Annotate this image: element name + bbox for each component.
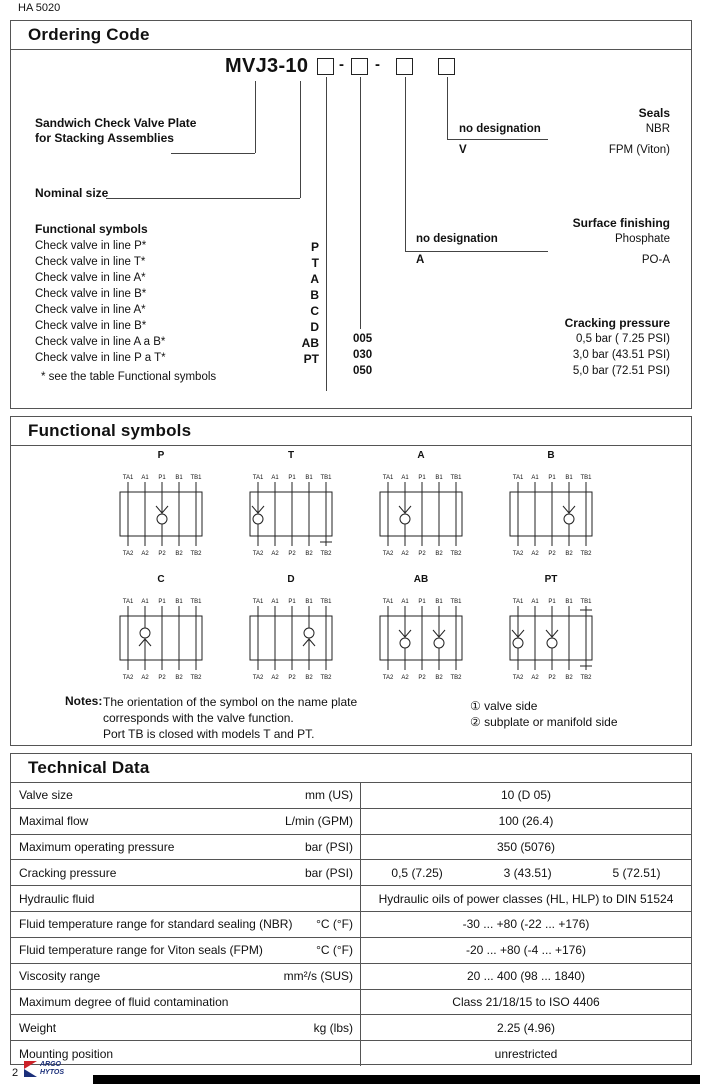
argo-hytos-logo-text [40,1061,64,1077]
functional-symbol-b [486,450,616,560]
svg-text:A1: A1 [271,599,279,605]
functional-symbol-row [35,272,319,288]
table-row [11,859,691,885]
cracking-pressure-title: Cracking pressure [564,316,670,330]
table-row [11,1014,691,1040]
option-code: A [416,254,425,266]
functional-symbol-d [226,574,356,684]
row-code: B [310,288,319,302]
table-row [11,783,691,808]
svg-text:B1: B1 [565,475,573,481]
svg-text:TB2: TB2 [320,551,332,557]
parameter-label: Cracking pressure [19,865,117,880]
row-label: Check valve in line P* [35,240,147,252]
functional-symbols-title: Functional symbols [11,417,691,446]
note-line: Port TB is closed with models T and PT. [103,727,315,741]
svg-text:A2: A2 [401,551,409,557]
svg-text:B2: B2 [565,675,573,681]
seals-option-row [459,123,670,136]
svg-text:B1: B1 [435,599,443,605]
row-code: AB [301,336,319,350]
surface-finishing-block [416,217,670,267]
table-row [11,937,691,963]
cracking-option-row [353,365,670,378]
svg-text:P1: P1 [548,475,556,481]
svg-text:P1: P1 [548,599,556,605]
svg-text:P1: P1 [418,475,426,481]
svg-text:TB1: TB1 [580,599,592,605]
parameter-value: Class 21/18/15 to ISO 4406 [360,990,691,1015]
ordering-code-title: Ordering Code [11,21,691,50]
svg-text:TB1: TB1 [190,599,202,605]
svg-text:B1: B1 [175,475,183,481]
svg-text:B2: B2 [435,675,443,681]
functional-symbol-row [35,256,319,272]
functional-symbol-p [96,450,226,560]
svg-text:TB2: TB2 [320,675,332,681]
valve-symbol-drawing [504,586,598,684]
svg-text:A2: A2 [531,675,539,681]
code-box-2 [351,58,368,75]
svg-text:TA2: TA2 [382,551,394,557]
parameter-value: unrestricted [360,1041,691,1066]
notes-text [103,694,357,742]
svg-text:A1: A1 [141,599,149,605]
option-value: 3,0 bar (43.51 PSI) [572,349,670,361]
functional-symbol-c [96,574,226,684]
note-line: corresponds with the valve function. [103,711,294,725]
valve-symbol-drawing [244,586,338,684]
svg-text:TB1: TB1 [450,475,462,481]
parameter-unit: °C (°F) [316,943,353,958]
row-code: PT [303,352,319,366]
parameter-label: Viscosity range [19,969,101,984]
svg-text:TA1: TA1 [512,475,524,481]
svg-text:A2: A2 [271,551,279,557]
functional-symbol-pt [486,574,616,684]
parameter-value: 2.25 (4.96) [360,1015,691,1040]
document-code: HA 5020 [18,2,61,14]
svg-text:A1: A1 [141,475,149,481]
functional-symbols-section [10,416,692,746]
svg-text:TA1: TA1 [512,599,524,605]
functional-symbols-list [35,240,319,368]
table-row [11,834,691,860]
parameter-value [360,860,691,885]
svg-text:A1: A1 [401,475,409,481]
svg-text:P1: P1 [288,599,296,605]
svg-text:B1: B1 [305,599,313,605]
row-label: Check valve in line B* [35,288,147,300]
svg-text:A2: A2 [141,675,149,681]
row-label: Check valve in line B* [35,320,147,332]
svg-text:TA1: TA1 [382,475,394,481]
valve-symbol-drawing [374,586,468,684]
connector-line [360,77,361,329]
svg-text:TB1: TB1 [450,599,462,605]
functional-symbol-ab [356,574,486,684]
svg-text:P1: P1 [158,599,166,605]
dash-separator: - [375,56,380,73]
logo-text-line2: HYTOS [40,1069,64,1076]
symbol-name: PT [544,574,558,585]
table-row [11,963,691,989]
table-row [11,885,691,911]
svg-text:P2: P2 [158,675,166,681]
option-value: PO-A [641,254,670,266]
ordering-code-section [10,20,692,409]
svg-text:TA2: TA2 [122,675,134,681]
symbol-name: B [547,450,555,461]
technical-data-title: Technical Data [11,754,691,783]
symbol-name: A [417,450,425,461]
argo-hytos-logo-mark [24,1061,37,1077]
parameter-label: Mounting position [19,1046,114,1061]
connector-line [326,77,327,391]
cracking-option-row [353,333,670,346]
parameter-value: -20 ... +80 (-4 ... +176) [360,938,691,963]
row-code: P [310,240,319,254]
option-value: 0,5 bar ( 7.25 PSI) [576,333,670,345]
option-code: V [459,144,467,156]
svg-text:TA2: TA2 [252,551,264,557]
parameter-unit: L/min (GPM) [284,814,353,829]
cracking-pressure-block [353,317,670,378]
parameter-unit: mm²/s (SUS) [283,969,353,984]
surface-option-row [416,233,670,246]
option-code: 050 [353,365,373,377]
row-label: Check valve in line A* [35,272,146,284]
notes-label: Notes: [65,694,103,708]
svg-text:A2: A2 [271,675,279,681]
svg-text:TB2: TB2 [190,675,202,681]
svg-text:TB2: TB2 [190,551,202,557]
surface-finishing-title: Surface finishing [572,216,670,230]
valve-symbol-drawing [244,462,338,560]
row-label: Check valve in line P a T* [35,352,166,364]
svg-text:TA1: TA1 [122,599,134,605]
svg-text:TA2: TA2 [512,675,524,681]
page-number: 2 [12,1067,19,1079]
symbol-name: P [157,450,165,461]
row-code: T [311,256,319,270]
code-box-4 [438,58,455,75]
svg-text:TA2: TA2 [512,551,524,557]
legend-subplate-side: ② subplate or manifold side [470,715,618,729]
svg-text:TA2: TA2 [252,675,264,681]
seals-title: Seals [638,106,670,120]
svg-text:TB1: TB1 [190,475,202,481]
logo-triangle-blue-icon [24,1069,37,1077]
dash-separator: - [339,56,344,73]
valve-symbol-drawing [114,462,208,560]
parameter-label: Hydraulic fluid [19,891,95,906]
option-value: FPM (Viton) [608,144,670,156]
parameter-subvalue: 5 (72.51) [612,865,661,880]
table-row [11,989,691,1015]
svg-text:TA1: TA1 [252,475,264,481]
svg-text:B2: B2 [435,551,443,557]
option-value: 5,0 bar (72.51 PSI) [572,365,670,377]
svg-text:TB1: TB1 [320,599,332,605]
functional-symbols-label: Functional symbols [35,222,148,236]
parameter-label: Maximum degree of fluid contamination [19,994,229,1009]
option-code: no designation [416,233,498,245]
svg-text:P2: P2 [418,675,426,681]
footnote: * see the table Functional symbols [41,371,217,383]
cracking-option-row [353,349,670,362]
functional-symbols-content [11,446,691,747]
technical-data-section [10,753,692,1065]
table-row [11,911,691,937]
option-code: no designation [459,123,541,135]
table-row [11,1040,691,1066]
parameter-unit: mm (US) [305,788,353,803]
connector-line [300,81,301,198]
svg-text:B2: B2 [305,675,313,681]
functional-symbol-row [35,304,319,320]
option-value: Phosphate [615,233,670,245]
product-name [35,116,196,146]
row-code: A [310,272,319,286]
svg-text:TA2: TA2 [122,551,134,557]
svg-text:A1: A1 [271,475,279,481]
svg-text:A1: A1 [401,599,409,605]
parameter-unit: °C (°F) [316,917,353,932]
legend-valve-side: ① valve side [470,699,538,713]
code-box-3 [396,58,413,75]
seals-block [459,107,670,157]
ordering-code-diagram [11,50,691,410]
svg-text:P1: P1 [418,599,426,605]
product-name-line2: for Stacking Assemblies [35,131,174,145]
parameter-subvalue: 3 (43.51) [503,865,552,880]
seals-option-row [459,144,670,157]
functional-symbol-a [356,450,486,560]
svg-text:P1: P1 [288,475,296,481]
svg-text:TA2: TA2 [382,675,394,681]
svg-text:TA1: TA1 [382,599,394,605]
functional-symbol-row [35,288,319,304]
logo-triangle-red-icon [24,1061,37,1069]
svg-text:TB1: TB1 [320,475,332,481]
symbol-name: T [287,450,295,461]
svg-text:A1: A1 [531,599,539,605]
parameter-label: Weight [19,1020,57,1035]
parameter-value: 10 (D 05) [360,783,691,808]
row-label: Check valve in line A a B* [35,336,166,348]
svg-text:B2: B2 [565,551,573,557]
svg-text:P2: P2 [548,551,556,557]
svg-text:A2: A2 [141,551,149,557]
valve-symbol-drawing [374,462,468,560]
svg-text:A2: A2 [531,551,539,557]
symbol-name: C [157,574,165,585]
svg-text:B2: B2 [305,551,313,557]
svg-text:P2: P2 [288,675,296,681]
functional-symbol-row [35,240,319,256]
row-code: C [310,304,319,318]
svg-text:P2: P2 [288,551,296,557]
svg-text:P2: P2 [548,675,556,681]
row-code: D [310,320,319,334]
connector-line [106,198,300,199]
svg-text:B1: B1 [435,475,443,481]
svg-text:TB2: TB2 [450,551,462,557]
svg-text:TA1: TA1 [252,599,264,605]
svg-text:P2: P2 [418,551,426,557]
svg-text:B1: B1 [565,599,573,605]
parameter-value: Hydraulic oils of power classes (HL, HLP) to DIN 51524 [360,886,691,911]
ports-legend [470,698,618,730]
svg-text:TA1: TA1 [122,475,134,481]
svg-text:B2: B2 [175,551,183,557]
svg-text:B2: B2 [175,675,183,681]
svg-text:TB2: TB2 [450,675,462,681]
connector-line [171,153,255,154]
surface-option-row [416,254,670,267]
table-row [11,808,691,834]
parameter-label: Valve size [19,788,73,803]
parameter-label: Maximal flow [19,814,89,829]
footer-bar [93,1075,700,1084]
parameter-value: 20 ... 400 (98 ... 1840) [360,964,691,989]
connector-line [255,81,256,153]
connector-line [405,77,406,251]
svg-text:B1: B1 [305,475,313,481]
parameter-unit: bar (PSI) [304,840,353,855]
parameter-subvalue: 0,5 (7.25) [391,865,443,880]
svg-text:TB2: TB2 [580,551,592,557]
option-value: NBR [645,123,670,135]
parameter-label: Fluid temperature range for standard sealing (NBR) [19,917,293,932]
parameter-label: Fluid temperature range for Viton seals (FPM) [19,943,263,958]
note-line: The orientation of the symbol on the name plate [103,695,358,709]
row-label: Check valve in line A* [35,304,146,316]
parameter-value: 350 (5076) [360,835,691,860]
argo-hytos-logo [24,1061,64,1077]
model-code: MVJ3-10 [225,55,309,77]
symbols-grid [96,450,641,698]
logo-text-line1: ARGO [40,1061,61,1068]
row-label: Check valve in line T* [35,256,146,268]
svg-text:B1: B1 [175,599,183,605]
valve-symbol-drawing [504,462,598,560]
connector-line [447,77,448,139]
option-code: 005 [353,333,373,345]
parameter-label: Maximum operating pressure [19,840,175,855]
symbol-name: D [287,574,295,585]
svg-text:A1: A1 [531,475,539,481]
svg-text:P2: P2 [158,551,166,557]
functional-symbol-t [226,450,356,560]
svg-text:TB2: TB2 [580,675,592,681]
svg-text:A2: A2 [401,675,409,681]
option-code: 030 [353,349,373,361]
product-name-line1: Sandwich Check Valve Plate [35,116,197,130]
parameter-unit: bar (PSI) [304,865,353,880]
nominal-size-label: Nominal size [35,186,109,200]
svg-text:P1: P1 [158,475,166,481]
svg-text:TB1: TB1 [580,475,592,481]
code-box-1 [317,58,334,75]
functional-symbol-row [35,336,319,352]
technical-data-table [11,783,691,1066]
functional-symbol-row [35,320,319,336]
parameter-unit: kg (lbs) [313,1020,353,1035]
parameter-value: 100 (26.4) [360,809,691,834]
valve-symbol-drawing [114,586,208,684]
parameter-value: -30 ... +80 (-22 ... +176) [360,912,691,937]
functional-symbol-row [35,352,319,368]
symbol-name: AB [413,574,429,585]
